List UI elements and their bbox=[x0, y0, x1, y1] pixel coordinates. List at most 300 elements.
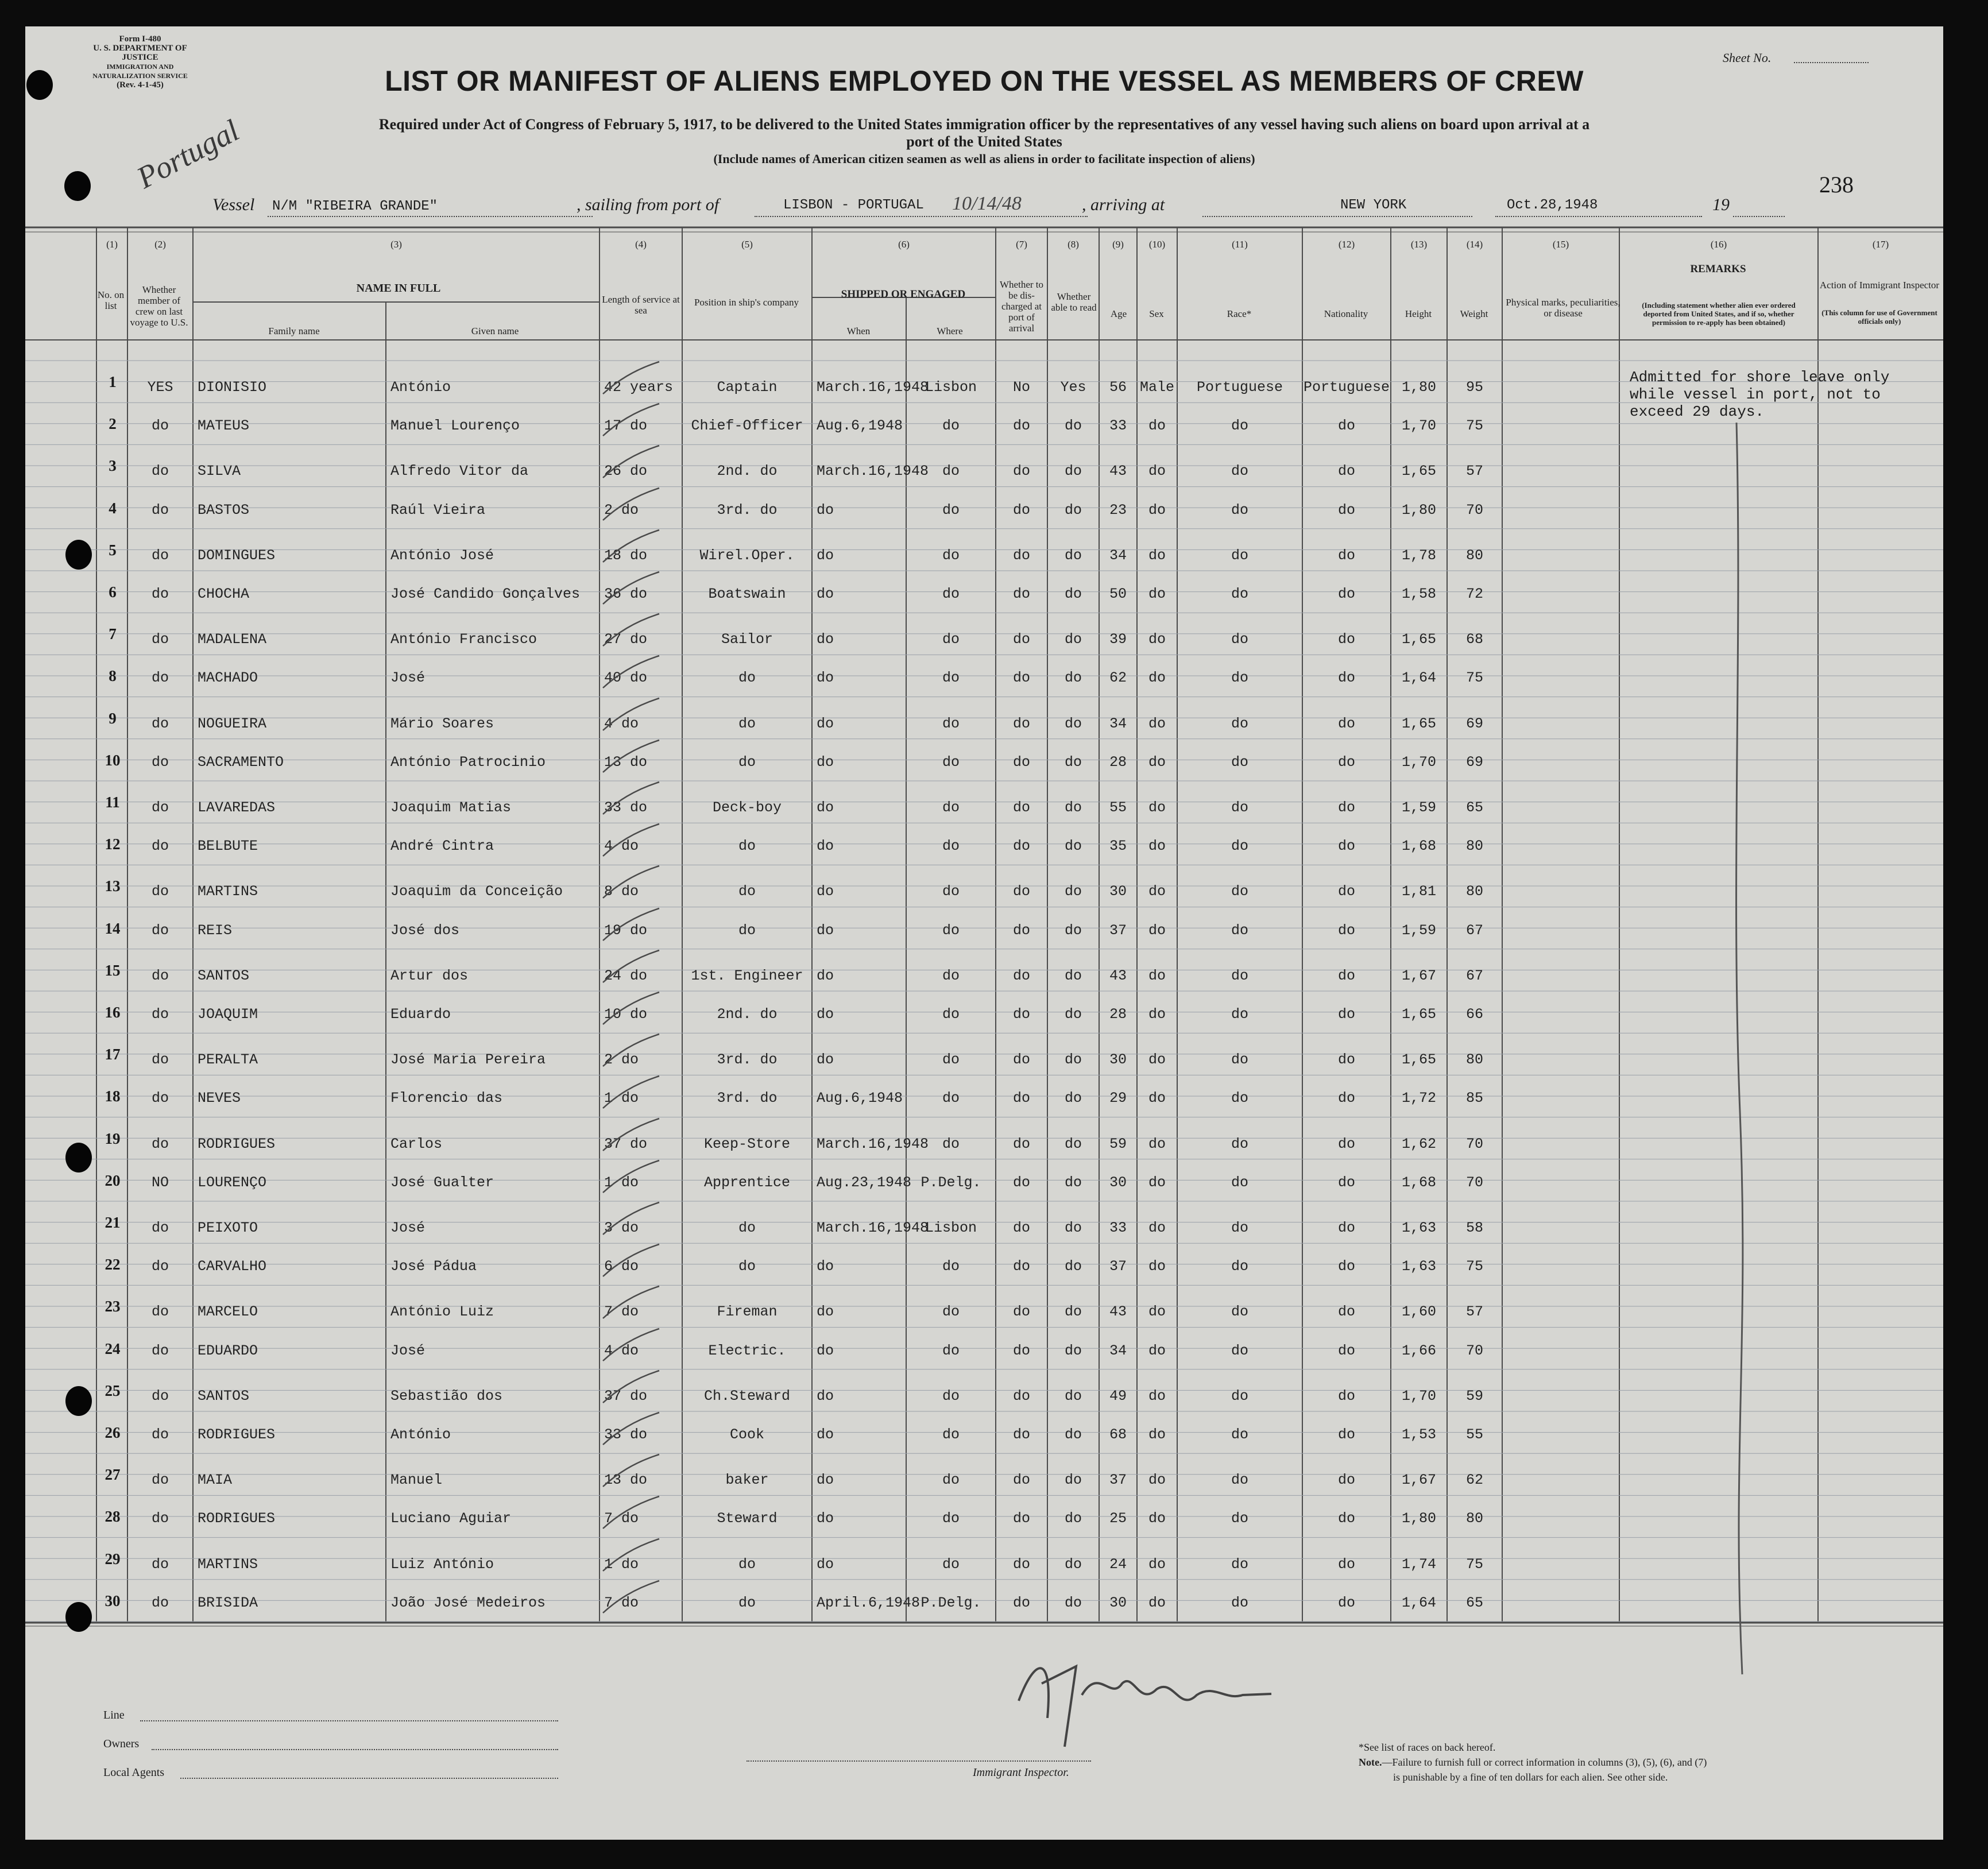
cell-race: do bbox=[1231, 1135, 1248, 1152]
cell-when: do bbox=[817, 1303, 834, 1321]
cell-read: do bbox=[1064, 838, 1082, 855]
cell-age: 55 bbox=[1109, 799, 1127, 816]
cell-where: do bbox=[942, 631, 960, 648]
cell-length: 40 do bbox=[604, 670, 648, 687]
cell-age: 33 bbox=[1109, 1220, 1127, 1236]
cell-when: do bbox=[817, 501, 834, 518]
cell-age: 30 bbox=[1109, 1051, 1127, 1069]
table-row bbox=[25, 1085, 1943, 1128]
cell-age: 34 bbox=[1109, 715, 1127, 732]
column-number: (17) bbox=[1872, 239, 1889, 250]
cell-nationality: do bbox=[1337, 670, 1355, 687]
cell-length: 1 do bbox=[604, 1090, 639, 1107]
cell-race: do bbox=[1231, 1342, 1248, 1359]
row-number: 29 bbox=[105, 1550, 121, 1568]
cell-sex: do bbox=[1148, 1426, 1166, 1443]
cell-weight: 75 bbox=[1465, 1258, 1483, 1275]
cell-age: 37 bbox=[1109, 1472, 1127, 1489]
table-row bbox=[25, 1590, 1943, 1632]
cell-height: 1,59 bbox=[1401, 922, 1436, 939]
cell-length: 27 do bbox=[604, 631, 648, 648]
cell-given: Mário Soares bbox=[390, 715, 494, 732]
row-number: 7 bbox=[109, 625, 117, 643]
vessel-name[interactable]: N/M "RIBEIRA GRANDE" bbox=[272, 199, 438, 214]
cell-weight: 85 bbox=[1465, 1090, 1483, 1107]
cell-nationality: do bbox=[1337, 1090, 1355, 1107]
cell-where: do bbox=[942, 922, 960, 939]
punch-hole-5 bbox=[65, 1386, 92, 1416]
cell-position: Apprentice bbox=[703, 1174, 791, 1191]
cell-age: 37 bbox=[1109, 1258, 1127, 1275]
cell-when: April.6,1948 bbox=[817, 1594, 920, 1611]
cell-nationality: do bbox=[1337, 547, 1355, 564]
cell-discharged: do bbox=[1012, 1303, 1030, 1321]
cell-when: do bbox=[817, 922, 834, 939]
cell-sex: do bbox=[1148, 631, 1166, 648]
cell-member: do bbox=[151, 799, 169, 816]
checkmark-icon bbox=[600, 1535, 663, 1576]
cell-length: 2 do bbox=[604, 1051, 639, 1069]
cell-position: do bbox=[738, 753, 756, 771]
footer-agents-field[interactable] bbox=[180, 1778, 558, 1779]
cell-position: Boatswain bbox=[708, 586, 786, 602]
cell-age: 28 bbox=[1109, 753, 1127, 771]
cell-nationality: do bbox=[1337, 1426, 1355, 1443]
cell-sex: do bbox=[1148, 922, 1166, 939]
header-remarks-note: (Including statement whether alien ever ordered deported from United States, and if so, whether permission to re-apply has been obtained) bbox=[1642, 300, 1796, 327]
cell-member: do bbox=[151, 1090, 169, 1107]
checkmark-icon bbox=[600, 1199, 663, 1239]
header-name-in-full: NAME IN FULL bbox=[356, 281, 441, 295]
cell-read: do bbox=[1064, 547, 1082, 564]
cell-age: 43 bbox=[1109, 967, 1127, 984]
handwritten-ditto-line bbox=[1725, 423, 1759, 1686]
cell-length: 4 do bbox=[604, 1342, 639, 1359]
cell-discharged: do bbox=[1012, 1472, 1030, 1489]
checkmark-icon bbox=[600, 695, 663, 735]
cell-age: 23 bbox=[1109, 501, 1127, 518]
cell-sex: do bbox=[1148, 1090, 1166, 1107]
cell-race: do bbox=[1231, 1555, 1248, 1573]
cell-discharged: do bbox=[1012, 1174, 1030, 1191]
checkmark-icon bbox=[600, 947, 663, 987]
cell-age: 29 bbox=[1109, 1090, 1127, 1107]
cell-nationality: do bbox=[1337, 586, 1355, 602]
table-row bbox=[25, 1464, 1943, 1506]
table-row bbox=[25, 749, 1943, 792]
cell-member: do bbox=[151, 586, 169, 602]
cell-race: do bbox=[1231, 1174, 1248, 1191]
arrival-date[interactable]: Oct.28,1948 bbox=[1507, 198, 1598, 213]
cell-position: Deck-boy bbox=[712, 799, 782, 816]
row-number: 14 bbox=[105, 919, 121, 937]
cell-nationality: do bbox=[1337, 922, 1355, 939]
cell-given: Luciano Aguiar bbox=[390, 1510, 512, 1527]
table-row bbox=[25, 1043, 1943, 1086]
cell-read: do bbox=[1064, 1006, 1082, 1023]
header-no-on-list: No. on list bbox=[97, 289, 125, 311]
handwritten-date: 10/14/48 bbox=[952, 193, 1022, 214]
cell-family: MARTINS bbox=[198, 883, 258, 900]
cell-weight: 65 bbox=[1465, 799, 1483, 816]
checkmark-icon bbox=[600, 485, 663, 525]
column-number: (10) bbox=[1148, 239, 1166, 250]
cell-read: do bbox=[1064, 1220, 1082, 1236]
cell-sex: do bbox=[1148, 967, 1166, 984]
service-name: IMMIGRATION AND NATURALIZATION SERVICE bbox=[92, 63, 188, 80]
cell-when: do bbox=[817, 753, 834, 771]
table-row bbox=[25, 665, 1943, 707]
cell-age: 28 bbox=[1109, 1006, 1127, 1023]
punch-hole-3 bbox=[65, 540, 92, 570]
cell-length: 10 do bbox=[604, 1006, 648, 1023]
cell-race: do bbox=[1231, 1303, 1248, 1321]
cell-length: 4 do bbox=[604, 838, 639, 855]
footer-owners-field[interactable] bbox=[152, 1749, 558, 1750]
table-row bbox=[25, 791, 1943, 834]
cell-sex: do bbox=[1148, 547, 1166, 564]
cell-where: do bbox=[942, 1387, 960, 1404]
cell-race: do bbox=[1231, 1472, 1248, 1489]
row-number: 23 bbox=[105, 1298, 121, 1315]
cell-length: 33 do bbox=[604, 799, 648, 816]
cell-given: Florencio das bbox=[390, 1090, 503, 1107]
cell-member: do bbox=[151, 838, 169, 855]
cell-age: 39 bbox=[1109, 631, 1127, 648]
row-number: 3 bbox=[109, 457, 117, 475]
checkmark-icon bbox=[600, 527, 663, 567]
checkmark-icon bbox=[600, 1283, 663, 1323]
cell-nationality: do bbox=[1337, 1220, 1355, 1236]
cell-weight: 70 bbox=[1465, 1135, 1483, 1152]
cell-given: José Gualter bbox=[390, 1174, 494, 1191]
cell-sex: do bbox=[1148, 1303, 1166, 1321]
row-number: 4 bbox=[109, 499, 117, 517]
cell-length: 7 do bbox=[604, 1510, 639, 1527]
cell-family: LOURENÇO bbox=[198, 1174, 267, 1191]
header-action-note: (This column for use of Government officials only) bbox=[1821, 308, 1937, 326]
checkmark-icon bbox=[600, 862, 663, 903]
fine-note-text1: —Failure to furnish full or correct information in columns (3), (5), (6), and (7) bbox=[1382, 1756, 1707, 1768]
cell-given: Raúl Vieira bbox=[390, 501, 486, 518]
cell-read: do bbox=[1064, 463, 1082, 480]
cell-given: João José Medeiros bbox=[390, 1594, 546, 1611]
cell-age: 33 bbox=[1109, 417, 1127, 435]
cell-height: 1,63 bbox=[1401, 1220, 1436, 1236]
cell-nationality: do bbox=[1337, 1051, 1355, 1069]
cell-discharged: do bbox=[1012, 1051, 1030, 1069]
cell-sex: do bbox=[1148, 1342, 1166, 1359]
cell-weight: 95 bbox=[1465, 379, 1483, 396]
header-height: Height bbox=[1405, 308, 1432, 319]
cell-discharged: do bbox=[1012, 547, 1030, 564]
cell-height: 1,80 bbox=[1401, 501, 1436, 518]
cell-member: NO bbox=[151, 1174, 169, 1191]
cell-family: NOGUEIRA bbox=[198, 715, 267, 732]
cell-sex: do bbox=[1148, 417, 1166, 435]
cell-weight: 80 bbox=[1465, 883, 1483, 900]
column-number: (7) bbox=[1016, 239, 1027, 250]
cell-race: do bbox=[1231, 501, 1248, 518]
checkmark-icon bbox=[600, 1577, 663, 1618]
cell-weight: 59 bbox=[1465, 1387, 1483, 1404]
row-number: 24 bbox=[105, 1340, 121, 1357]
cell-position: Sailor bbox=[721, 631, 773, 648]
row-number: 2 bbox=[109, 415, 117, 433]
cell-position: Steward bbox=[717, 1510, 778, 1527]
cell-given: Luiz António bbox=[390, 1555, 494, 1573]
cell-when: Aug.6,1948 bbox=[817, 1090, 903, 1107]
cell-weight: 57 bbox=[1465, 1303, 1483, 1321]
form-revision: (Rev. 4-1-45) bbox=[117, 80, 164, 90]
cell-read: do bbox=[1064, 883, 1082, 900]
cell-length: 4 do bbox=[604, 715, 639, 732]
row-number: 5 bbox=[109, 541, 117, 559]
cell-weight: 66 bbox=[1465, 1006, 1483, 1023]
cell-read: do bbox=[1064, 715, 1082, 732]
checkmark-icon bbox=[600, 400, 663, 440]
cell-member: do bbox=[151, 967, 169, 984]
cell-when: Aug.23,1948 bbox=[817, 1174, 912, 1191]
cell-family: BELBUTE bbox=[198, 838, 258, 855]
cell-read: do bbox=[1064, 1258, 1082, 1275]
column-number: (5) bbox=[741, 239, 753, 250]
cell-height: 1,65 bbox=[1401, 715, 1436, 732]
header-nationality: Nationality bbox=[1324, 308, 1368, 319]
row-number: 8 bbox=[109, 667, 117, 685]
cell-discharged: do bbox=[1012, 1594, 1030, 1611]
table-row bbox=[25, 918, 1943, 960]
cell-given: José bbox=[390, 670, 426, 687]
table-row bbox=[25, 875, 1943, 918]
page-title: LIST OR MANIFEST OF ALIENS EMPLOYED ON THE VESSEL AS MEMBERS OF CREW bbox=[385, 65, 1584, 97]
row-number: 25 bbox=[105, 1382, 121, 1399]
cell-weight: 69 bbox=[1465, 715, 1483, 732]
cell-member: do bbox=[151, 1342, 169, 1359]
cell-weight: 80 bbox=[1465, 1051, 1483, 1069]
checkmark-icon bbox=[600, 358, 663, 398]
cell-discharged: do bbox=[1012, 1090, 1030, 1107]
cell-given: Joaquim Matias bbox=[390, 799, 512, 816]
cell-nationality: do bbox=[1337, 417, 1355, 435]
cell-race: do bbox=[1231, 1090, 1248, 1107]
statutory-notice-line2: port of the United States bbox=[906, 133, 1062, 150]
checkmark-icon bbox=[600, 610, 663, 651]
footer-line-field[interactable] bbox=[140, 1720, 558, 1721]
header-whether-member: Whether member of crew on last voyage to U.S. bbox=[130, 284, 188, 328]
cell-given: José Candido Gonçalves bbox=[390, 586, 581, 602]
checkmark-icon bbox=[600, 779, 663, 819]
cell-position: 3rd. do bbox=[717, 1051, 778, 1069]
footer-line-label: Line bbox=[103, 1709, 125, 1721]
arrival-port[interactable]: NEW YORK bbox=[1340, 198, 1407, 213]
remarks-entry-line3: exceed 29 days. bbox=[1630, 403, 1765, 420]
cell-length: 1 do bbox=[604, 1555, 639, 1573]
cell-weight: 72 bbox=[1465, 586, 1483, 602]
punch-hole-4 bbox=[65, 1143, 92, 1173]
cell-position: Ch.Steward bbox=[703, 1387, 791, 1404]
cell-when: do bbox=[817, 967, 834, 984]
cell-nationality: do bbox=[1337, 631, 1355, 648]
cell-family: PEIXOTO bbox=[198, 1220, 258, 1236]
header-discharged: Whether to be dis-charged at port of arrival bbox=[1000, 278, 1043, 334]
cell-discharged: do bbox=[1012, 463, 1030, 480]
cell-weight: 80 bbox=[1465, 1510, 1483, 1527]
cell-read: do bbox=[1064, 1174, 1082, 1191]
cell-given: António bbox=[390, 379, 451, 396]
checkmark-icon bbox=[600, 1451, 663, 1491]
cell-given: José bbox=[390, 1220, 426, 1236]
footer-notes bbox=[1359, 1740, 1707, 1785]
cell-position: Captain bbox=[717, 379, 778, 396]
cell-family: EDUARDO bbox=[198, 1342, 258, 1359]
cell-where: do bbox=[942, 753, 960, 771]
row-number: 18 bbox=[105, 1088, 121, 1105]
year-label: 19 bbox=[1712, 195, 1730, 214]
cell-height: 1,67 bbox=[1401, 967, 1436, 984]
cell-given: José bbox=[390, 1342, 426, 1359]
column-number: (2) bbox=[154, 239, 166, 250]
cell-nationality: do bbox=[1337, 1303, 1355, 1321]
cell-when: do bbox=[817, 1510, 834, 1527]
cell-read: do bbox=[1064, 1090, 1082, 1107]
cell-family: DIONISIO bbox=[198, 379, 267, 396]
cell-nationality: do bbox=[1337, 1594, 1355, 1611]
cell-when: do bbox=[817, 838, 834, 855]
remarks-entry-line2: while vessel in port, not to bbox=[1630, 386, 1881, 403]
cell-member: do bbox=[151, 547, 169, 564]
cell-discharged: do bbox=[1012, 1258, 1030, 1275]
row-number: 9 bbox=[109, 709, 117, 727]
cell-length: 42 years bbox=[604, 379, 674, 396]
cell-length: 37 do bbox=[604, 1135, 648, 1152]
cell-nationality: do bbox=[1337, 967, 1355, 984]
cell-length: 3 do bbox=[604, 1220, 639, 1236]
cell-nationality: do bbox=[1337, 1135, 1355, 1152]
cell-position: 3rd. do bbox=[717, 501, 778, 518]
cell-when: Aug.6,1948 bbox=[817, 417, 903, 435]
table-row bbox=[25, 1548, 1943, 1591]
checkmark-icon bbox=[600, 1157, 663, 1197]
cell-given: Manuel Lourenço bbox=[390, 417, 520, 435]
cell-height: 1,80 bbox=[1401, 1510, 1436, 1527]
cell-given: Eduardo bbox=[390, 1006, 451, 1023]
cell-race: do bbox=[1231, 1220, 1248, 1236]
cell-given: António bbox=[390, 1426, 451, 1443]
row-number: 30 bbox=[105, 1592, 121, 1609]
cell-where: do bbox=[942, 1006, 960, 1023]
table-row bbox=[25, 1253, 1943, 1296]
cell-age: 25 bbox=[1109, 1510, 1127, 1527]
cell-where: do bbox=[942, 547, 960, 564]
cell-discharged: No bbox=[1012, 379, 1030, 396]
cell-read: do bbox=[1064, 1555, 1082, 1573]
cell-discharged: do bbox=[1012, 586, 1030, 602]
header-race: Race* bbox=[1227, 308, 1252, 319]
header-action-of-inspector: Action of Immigrant Inspector bbox=[1819, 279, 1940, 291]
departure-port[interactable]: LISBON - PORTUGAL bbox=[783, 198, 924, 213]
table-row bbox=[25, 1295, 1943, 1338]
cell-when: March.16,1948 bbox=[817, 463, 929, 480]
inspector-signature bbox=[1001, 1632, 1277, 1770]
cell-height: 1,63 bbox=[1401, 1258, 1436, 1275]
cell-member: do bbox=[151, 1006, 169, 1023]
cell-discharged: do bbox=[1012, 1135, 1030, 1152]
cell-member: do bbox=[151, 501, 169, 518]
row-number: 26 bbox=[105, 1424, 121, 1441]
table-row bbox=[25, 959, 1943, 1002]
cell-family: SANTOS bbox=[198, 1387, 250, 1404]
manifest-sheet bbox=[25, 26, 1943, 1840]
cell-length: 7 do bbox=[604, 1303, 639, 1321]
cell-position: Fireman bbox=[717, 1303, 778, 1321]
cell-age: 34 bbox=[1109, 547, 1127, 564]
cell-read: do bbox=[1064, 1426, 1082, 1443]
cell-sex: do bbox=[1148, 463, 1166, 480]
table-row bbox=[25, 497, 1943, 540]
cell-where: do bbox=[942, 1303, 960, 1321]
cell-nationality: do bbox=[1337, 1387, 1355, 1404]
remarks-entry-line1: Admitted for shore leave only bbox=[1630, 369, 1890, 386]
punch-hole-1 bbox=[26, 70, 53, 100]
row-number: 19 bbox=[105, 1129, 121, 1147]
cell-height: 1,68 bbox=[1401, 1174, 1436, 1191]
cell-family: SILVA bbox=[198, 463, 241, 480]
column-number: (9) bbox=[1112, 239, 1124, 250]
cell-where: do bbox=[942, 463, 960, 480]
cell-race: do bbox=[1231, 1510, 1248, 1527]
cell-read: do bbox=[1064, 586, 1082, 602]
cell-nationality: do bbox=[1337, 463, 1355, 480]
cell-discharged: do bbox=[1012, 1220, 1030, 1236]
column-number: (12) bbox=[1338, 239, 1355, 250]
cell-height: 1,53 bbox=[1401, 1426, 1436, 1443]
cell-race: do bbox=[1231, 753, 1248, 771]
table-row bbox=[25, 623, 1943, 665]
cell-sex: Male bbox=[1139, 379, 1174, 396]
cell-position: 3rd. do bbox=[717, 1090, 778, 1107]
row-number: 21 bbox=[105, 1214, 121, 1231]
cell-where: do bbox=[942, 799, 960, 816]
cell-where: do bbox=[942, 1090, 960, 1107]
arriving-label: , arriving at bbox=[1082, 195, 1165, 214]
cell-when: March.16,1948 bbox=[817, 1135, 929, 1152]
cell-member: do bbox=[151, 1135, 169, 1152]
cell-read: do bbox=[1064, 753, 1082, 771]
cell-age: 68 bbox=[1109, 1426, 1127, 1443]
cell-discharged: do bbox=[1012, 670, 1030, 687]
cell-weight: 65 bbox=[1465, 1594, 1483, 1611]
cell-member: do bbox=[151, 1220, 169, 1236]
cell-race: do bbox=[1231, 670, 1248, 687]
cell-length: 24 do bbox=[604, 967, 648, 984]
cell-where: do bbox=[942, 883, 960, 900]
cell-discharged: do bbox=[1012, 883, 1030, 900]
cell-when: do bbox=[817, 1426, 834, 1443]
header-shipped-or-engaged: SHIPPED OR ENGAGED bbox=[841, 288, 966, 300]
cell-family: CHOCHA bbox=[198, 586, 250, 602]
cell-where: do bbox=[942, 417, 960, 435]
cell-race: do bbox=[1231, 1051, 1248, 1069]
cell-when: March.16,1948 bbox=[817, 1220, 929, 1236]
cell-discharged: do bbox=[1012, 1426, 1030, 1443]
cell-sex: do bbox=[1148, 1472, 1166, 1489]
cell-length: 18 do bbox=[604, 547, 648, 564]
cell-discharged: do bbox=[1012, 838, 1030, 855]
cell-height: 1,58 bbox=[1401, 586, 1436, 602]
cell-weight: 80 bbox=[1465, 838, 1483, 855]
cell-sex: do bbox=[1148, 838, 1166, 855]
